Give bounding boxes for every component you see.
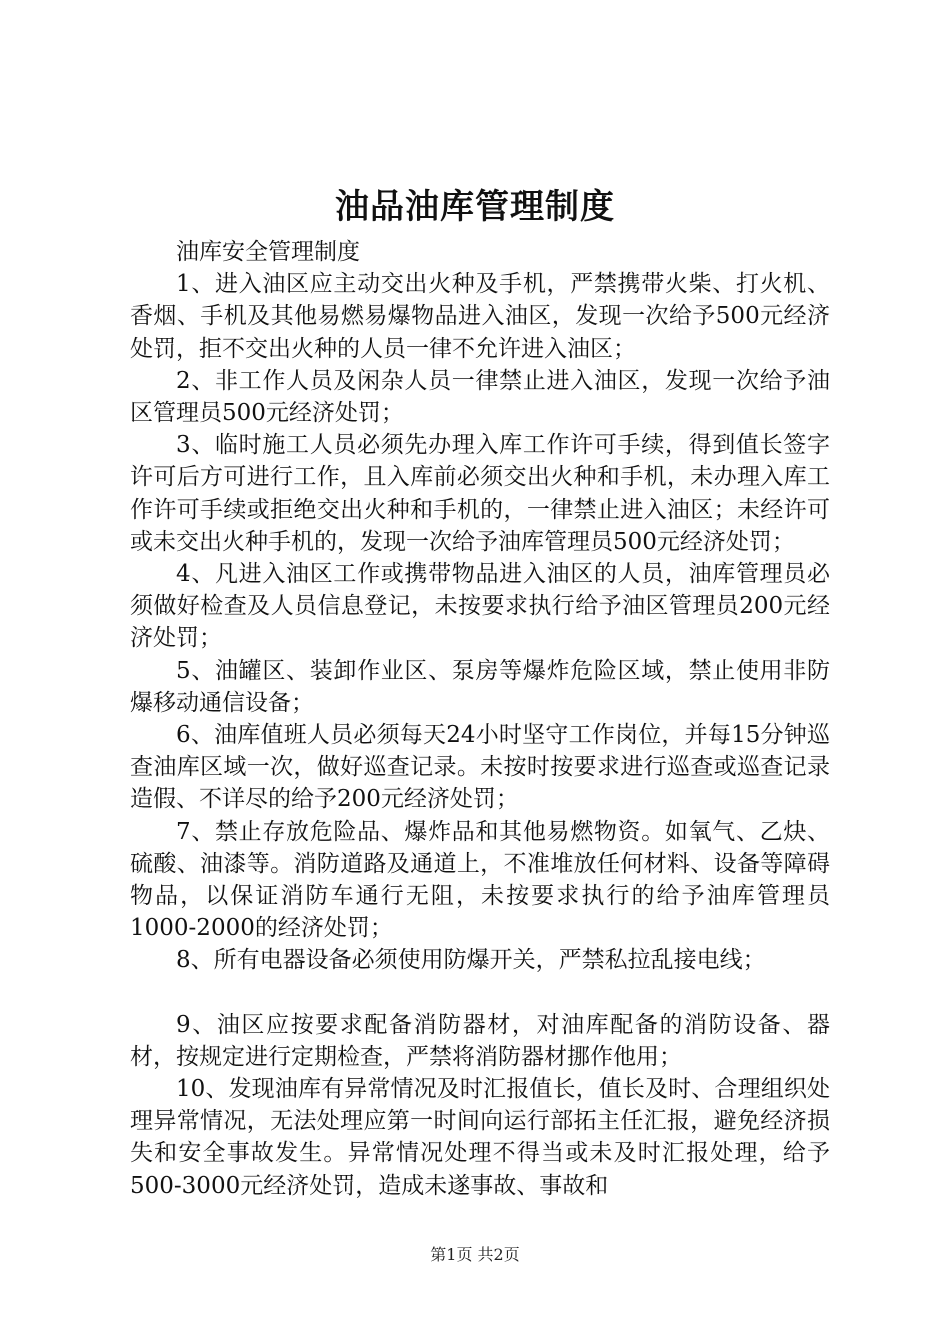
paragraph-4: 4、凡进入油区工作或携带物品进入油区的人员，油库管理员必须做好检查及人员信息登记，未按要求执行给予油区管理员200元经济处罚；: [130, 561, 830, 652]
paragraph-6: 6、油库值班人员必须每天24小时坚守工作岗位，并每15分钟巡查油库区域一次，做好巡查记录。未按时按要求进行巡查或巡查记录造假、不详尽的给予200元经济处罚；: [130, 722, 830, 813]
paragraph-2: 2、非工作人员及闲杂人员一律禁止进入油区，发现一次给予油区管理员500元经济处罚；: [130, 367, 830, 427]
paragraph-5: 5、油罐区、装卸作业区、泵房等爆炸危险区域，禁止使用非防爆移动通信设备；: [130, 657, 830, 716]
paragraph-3: 3、临时施工人员必须先办理入库工作许可手续，得到值长签字许可后方可进行工作，且入库前必须交出火种和手机，未办理入库工作许可手续或拒绝交出火种和手机的，一律禁止进入油区；未经许可或未交出火种手机的，发现一次给予油库管理员500元经济处罚；: [130, 432, 830, 555]
section-heading: 油库安全管理制度: [176, 239, 360, 265]
paragraph-8: 8、所有电器设备必须使用防爆开关，严禁私拉乱接电线；: [176, 947, 766, 974]
paragraph-9: 9、油区应按要求配备消防器材，对油库配备的消防设备、器材，按规定进行定期检查，严禁将消防器材挪作他用；: [130, 1011, 830, 1070]
paragraph-7: 7、禁止存放危险品、爆炸品和其他易燃物资。如氧气、乙炔、硫酸、油漆等。消防道路及通道上，不准堆放任何材料、设备等障碍物品，以保证消防车通行无阻，未按要求执行的给予油库管理员1000-2000的经济处罚；: [130, 818, 830, 942]
paragraph-1: 1、进入油区应主动交出火种及手机，严禁携带火柴、打火机、香烟、手机及其他易燃易爆物品进入油区，发现一次给予500元经济处罚，拒不交出火种的人员一律不允许进入油区；: [130, 271, 830, 362]
document-title: 油品油库管理制度: [335, 187, 615, 227]
page-footer: 第1页 共2页: [430, 1245, 520, 1264]
document-body: [130, 236, 830, 1202]
paragraph-10: 10、发现油库有异常情况及时汇报值长，值长及时、合理组织处理异常情况，无法处理应第一时间向运行部拓主任汇报，避免经济损失和安全事故发生。异常情况处理不得当或未及时汇报处理，给予500-3000元经济处罚，造成未遂事故、事故和: [130, 1076, 830, 1199]
